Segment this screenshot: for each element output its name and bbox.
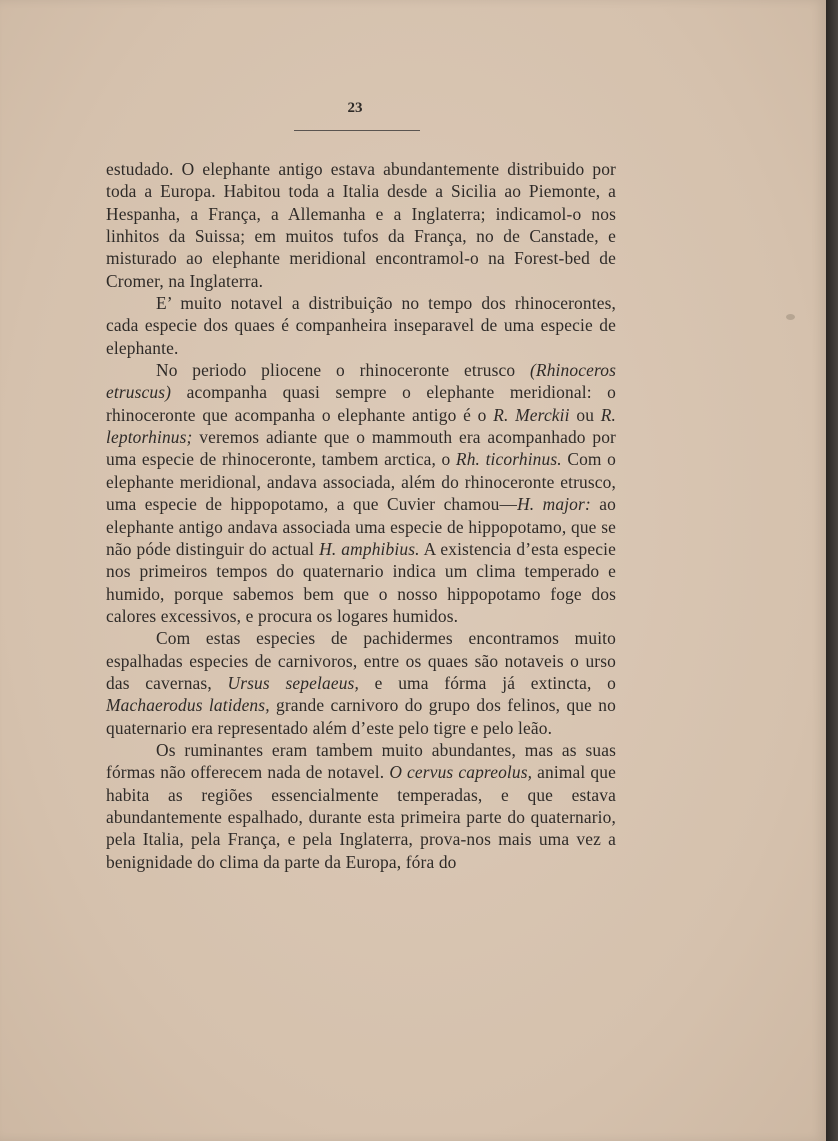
text-run: animal que habita as regiões essencialmente temperadas, e que estava abundantemente espalhado, durante esta primeira parte do quaternario, pela Italia, pela França, e pela Inglaterra, prova-nos mais uma vez a benignidade do clima da parte da Europa, fóra do (106, 762, 616, 872)
text-run: ao elephante antigo andava associada uma especie de hippopotamo, que se não póde distinguir do actual (106, 494, 616, 559)
paragraph-5 (106, 739, 616, 873)
paragraph-3 (106, 359, 616, 627)
text-run: E’ muito notavel a distribuição no tempo dos rhinocerontes, cada especie dos quaes é companheira inseparavel de uma especie de elephante. (106, 293, 616, 358)
paragraph-2 (106, 292, 616, 359)
italic-term: Ursus sepelaeus, (227, 672, 359, 693)
italic-term: R. leptorhinus; (106, 404, 617, 448)
page-number: 23 (347, 100, 363, 116)
text-run: Com estas especies de pachidermes encontramos muito espalhadas especies de carnivoros, entre os quaes são notaveis o urso das cavernas, (106, 628, 616, 693)
text-run: Com o elephante meridional, andava associada, além do rhinoceronte etrusco, uma especie de hippopotamo, a que Cuvier chamou— (106, 449, 616, 515)
text-run: A existencia d’esta especie nos primeiros tempos do quaternario indica um clima temperado e humido, porque sabemos bem que o nosso hippopotamo foge dos calores excessivos, e procura os logares humidos. (106, 538, 616, 626)
paper-speck (786, 314, 795, 320)
italic-term: H. major: (517, 494, 591, 515)
text-run: ou (569, 404, 601, 425)
paragraph-4 (106, 627, 616, 739)
text-run: acompanha quasi sempre o elephante meridional: o rhinoceronte que acompanha o elephante antigo é o (106, 382, 616, 425)
italic-term: O cervus capreolus, (389, 762, 533, 783)
italic-term: Rh. ticorhinus. (455, 449, 562, 470)
text-run: No periodo pliocene o rhinoceronte etrusco (156, 360, 530, 381)
italic-term: H. amphibius. (319, 538, 420, 559)
body-text (106, 158, 616, 873)
italic-term: (Rhinoceros etruscus) (106, 360, 616, 403)
header-rule (294, 130, 420, 131)
text-run: estudado. O elephante antigo estava abundantemente distribuido por toda a Europa. Habitou toda a Italia desde a Sicilia ao Piemonte, a Hespanha, a França, a Allemanha e a Inglaterra; indicamol-o nos linhitos da Suissa; em muitos tufos da França, no de Canstade, e misturado ao elephante meridional encontramol-o na Forest-bed de Cromer, na Inglaterra. (106, 159, 616, 291)
paragraph-1 (106, 158, 616, 292)
text-run: veremos adiante que o mammouth era acompanhado por uma especie de rhinoceronte, tambem arctica, o (106, 427, 616, 470)
text-run: Os ruminantes eram tambem muito abundantes, mas as suas fórmas não offerecem nada de notavel. (106, 739, 616, 783)
text-run: grande carnivoro do grupo dos felinos, que no quaternario era representado além d’este pelo tigre e pelo leão. (106, 695, 616, 738)
text-run: e uma fórma já extincta, o (358, 672, 616, 693)
italic-term: Machaerodus latidens, (106, 695, 270, 716)
page-edge (826, 0, 838, 1141)
italic-term: R. Merckii (493, 404, 570, 425)
